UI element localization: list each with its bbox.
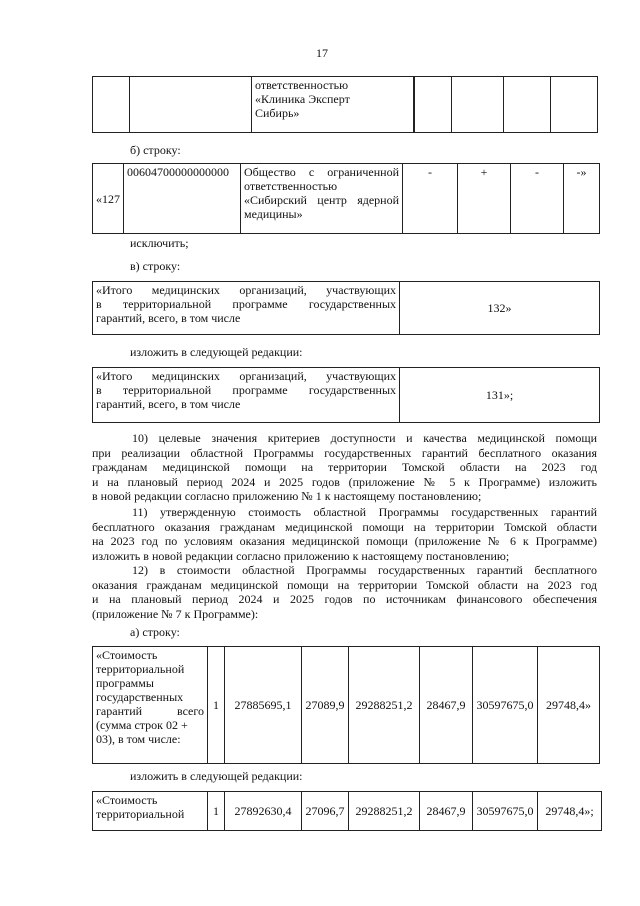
table-2-cell-4: - <box>403 164 458 234</box>
table-3-value: 132» <box>400 282 600 335</box>
table-3-label: «Итого медицинских организаций, участвующих в территориальной программе государственных гарантий, всего, в том числе <box>93 282 400 335</box>
table-1-cell-7 <box>551 77 598 133</box>
table-5-v4: 28467,9 <box>420 647 473 764</box>
table-5-v6: 29748,4» <box>538 647 600 764</box>
table-6-label: «Стоимость территориальной <box>93 792 208 831</box>
paragraph-10: 10) целевые значения критериев доступности и качества медицинской помощи при реализации областной Программы государственных гарантий бесплатного оказания гражданам медицинской помощи на территории Томской области на 2023 год и на плановый период 2024 и 2025 годов (приложение № 5 к Программе) изложить в новой редакции согласно приложению № 1 к настоящему постановлению; <box>92 431 597 504</box>
table-6-v2: 27096,7 <box>302 792 349 831</box>
table-2-cell-7: -» <box>564 164 600 234</box>
paragraph-12: 12) в стоимости областной Программы государственных гарантий бесплатного оказания гражданам медицинской помощи на территории Томской области на 2023 год и на плановый период 2024 и 2025 годов по источникам финансового обеспечения (приложение № 7 к Программе): <box>92 563 597 621</box>
table-6 <box>92 791 602 831</box>
a-stroku: а) строку: <box>130 625 180 639</box>
page-number: 17 <box>316 46 328 60</box>
isklyuchit: исключить; <box>130 236 189 250</box>
v-stroku: в) строку: <box>130 259 181 273</box>
table-2-registry-code: 00604700000000000 <box>124 164 241 234</box>
table-5-line-number: 1 <box>208 647 225 764</box>
table-4-label: «Итого медицинских организаций, участвующих в территориальной программе государственных гарантий, всего, в том числе <box>93 368 400 423</box>
table-6-v5: 30597675,0 <box>473 792 538 831</box>
table-5 <box>92 646 600 764</box>
table-1-cell-2 <box>130 77 252 133</box>
table-2-row-number: «127 <box>93 164 124 234</box>
table-6-line-number: 1 <box>208 792 225 831</box>
table-5-v2: 27089,9 <box>302 647 349 764</box>
table-2-cell-6: - <box>511 164 564 234</box>
izlozhit-2: изложить в следующей редакции: <box>130 769 303 783</box>
table-4 <box>92 367 600 423</box>
izlozhit-1: изложить в следующей редакции: <box>130 345 303 359</box>
table-6-v4: 28467,9 <box>420 792 473 831</box>
table-2-cell-5: + <box>458 164 511 234</box>
table-4-value: 131»; <box>400 368 600 423</box>
table-1 <box>92 76 598 133</box>
table-5-v1: 27885695,1 <box>225 647 302 764</box>
table-5-v5: 30597675,0 <box>473 647 538 764</box>
table-1-cell-6 <box>504 77 551 133</box>
table-1-cell-5 <box>452 77 504 133</box>
table-6-v3: 29288251,2 <box>349 792 420 831</box>
table-2 <box>92 163 600 234</box>
table-6-v6: 29748,4»; <box>538 792 602 831</box>
table-1-cell-4 <box>414 77 452 133</box>
table-5-v3: 29288251,2 <box>349 647 420 764</box>
table-6-v1: 27892630,4 <box>225 792 302 831</box>
table-2-org-name: Общество с ограниченной ответственностью «Сибирский центр ядерной медицины» <box>241 164 403 234</box>
b-stroku: б) строку: <box>130 143 181 157</box>
table-5-label: «Стоимость территориальной программы государственных гарантий всего (сумма строк 02 + 03), в том числе: <box>93 647 208 764</box>
table-3 <box>92 281 600 335</box>
paragraph-11: 11) утвержденную стоимость областной Программы государственных гарантий бесплатного оказания гражданам медицинской помощи на территории Томской области на 2023 год по условиям оказания медицинской помощи (приложение № 6 к Программе) изложить в новой редакции согласно приложению к настоящему постановлению; <box>92 505 597 563</box>
table-1-cell-org: ответственностью «Клиника Эксперт Сибирь» <box>252 77 415 133</box>
table-1-cell-1 <box>93 77 130 133</box>
